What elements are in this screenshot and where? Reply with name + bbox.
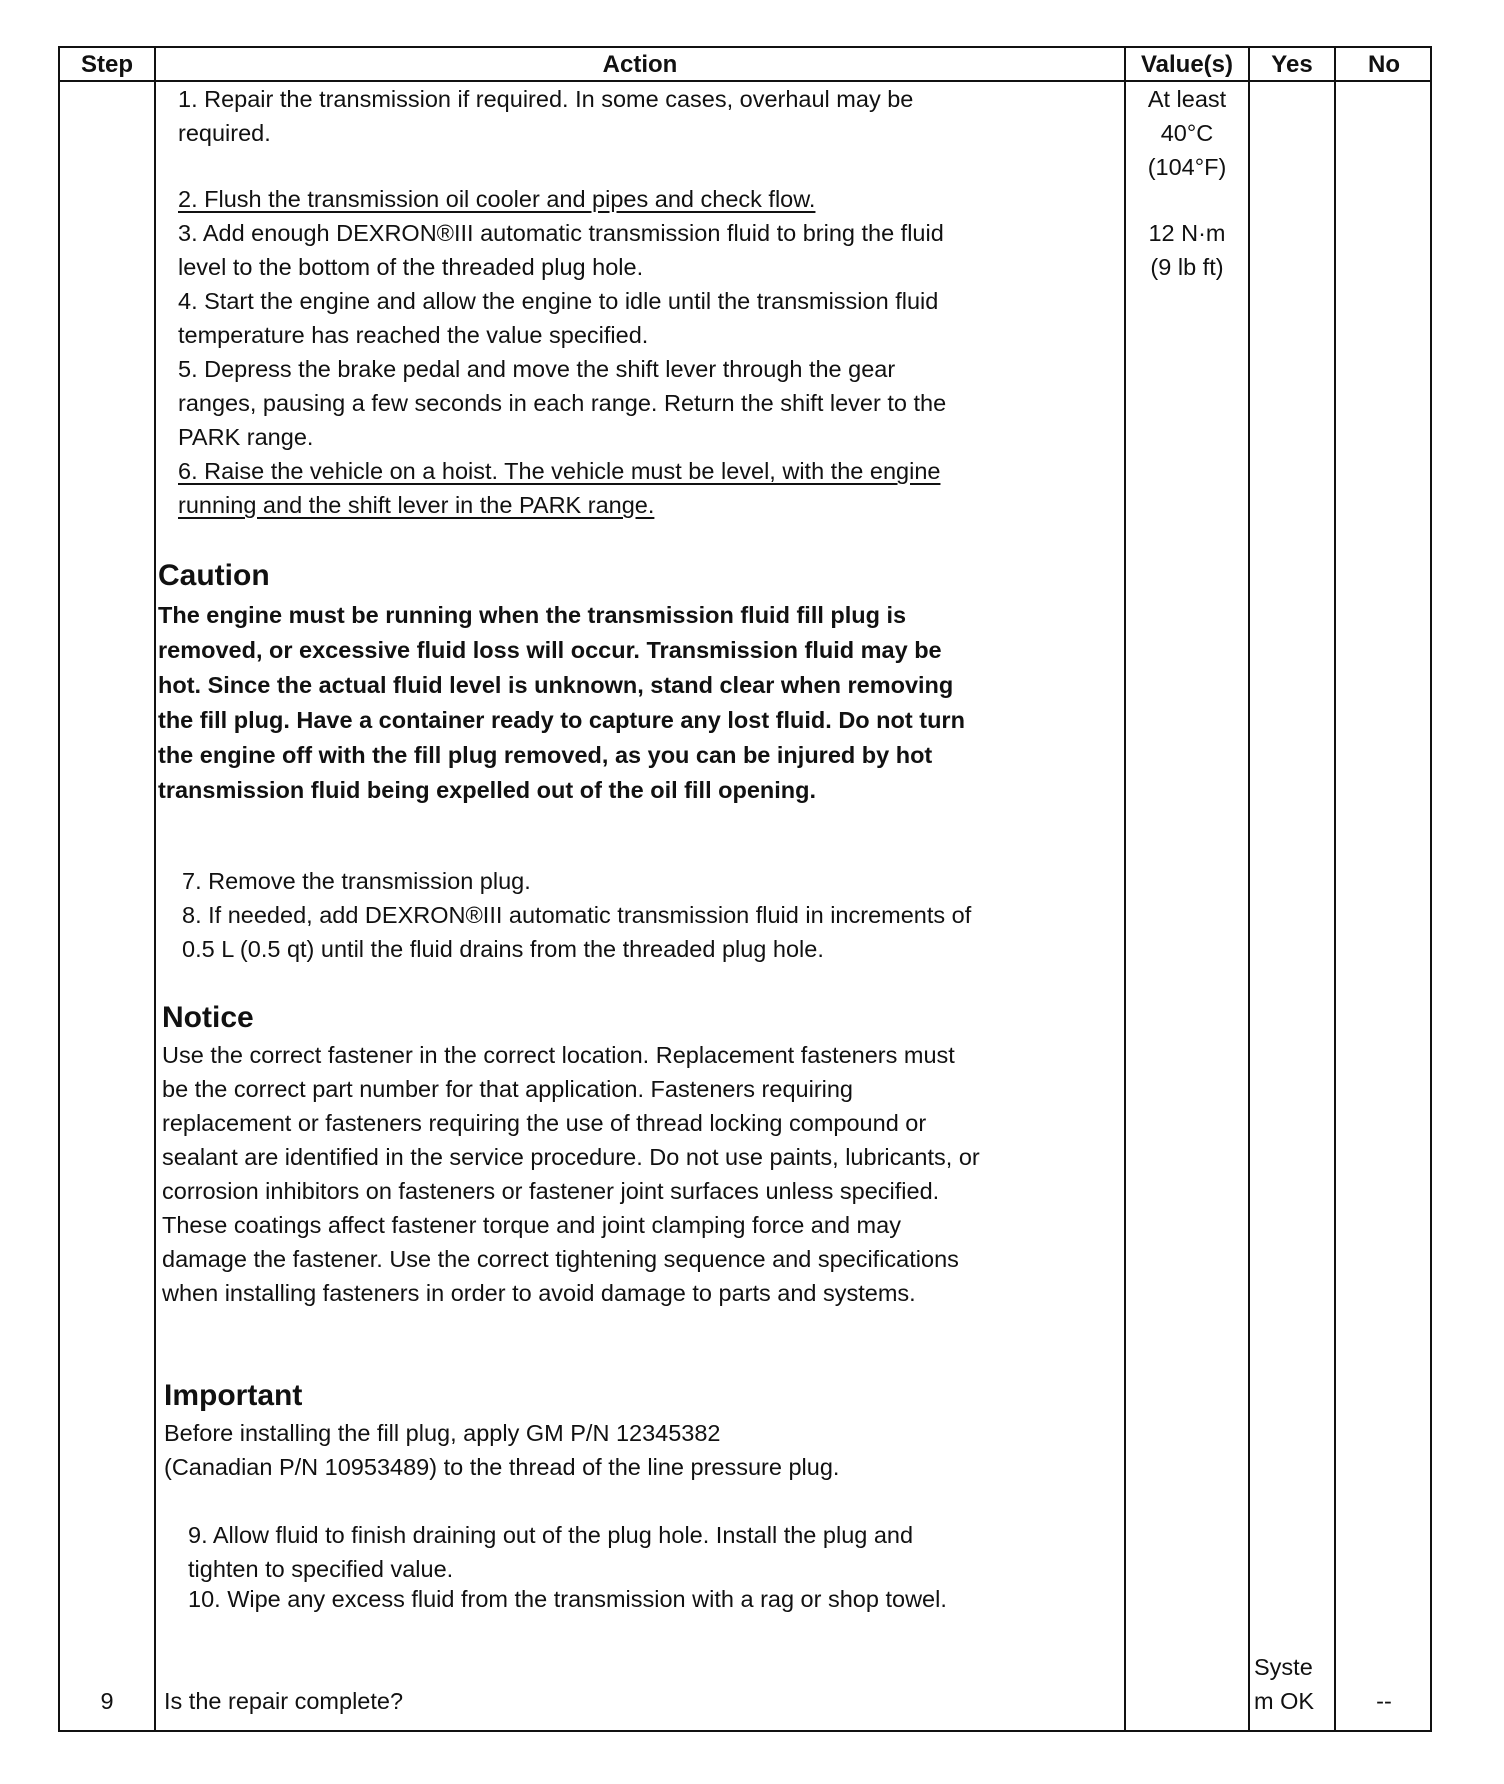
action-line: 5. Depress the brake pedal and move the shift lever through the gear — [178, 356, 896, 382]
notice-line: damage the fastener. Use the correct tightening sequence and specifications — [162, 1246, 959, 1272]
action-line: 0.5 L (0.5 qt) until the fluid drains from the threaded plug hole. — [182, 936, 824, 962]
notice-line: be the correct part number for that application. Fasteners requiring — [162, 1076, 854, 1102]
action-line: 4. Start the engine and allow the engine to idle until the transmission fluid — [178, 288, 939, 314]
header-yes: Yes — [1271, 51, 1313, 78]
yes-result-line2: m OK — [1254, 1688, 1315, 1714]
value-torque-line1: 12 N·m — [1148, 220, 1226, 246]
action-line: 8. If needed, add DEXRON®III automatic transmission fluid in increments of — [182, 902, 972, 928]
value-temp-line3: (104°F) — [1147, 154, 1227, 180]
diagnostic-table — [58, 46, 1432, 1732]
notice-line: Use the correct fastener in the correct location. Replacement fasteners must — [162, 1042, 955, 1068]
caution-line: The engine must be running when the transmission fluid fill plug is — [158, 602, 907, 628]
question-text: Is the repair complete? — [164, 1688, 404, 1714]
notice-line: sealant are identified in the service procedure. Do not use paints, lubricants, or — [162, 1144, 980, 1170]
action-line: required. — [178, 120, 271, 146]
caution-heading: Caution — [158, 559, 270, 592]
header-action: Action — [602, 51, 678, 78]
action-line: temperature has reached the value specified. — [178, 322, 649, 348]
column-divider-step — [154, 48, 156, 1730]
value-temp-line1: At least — [1147, 86, 1227, 112]
notice-heading: Notice — [162, 1001, 254, 1034]
header-no: No — [1368, 51, 1400, 78]
notice-line: replacement or fasteners requiring the use of thread locking compound or — [162, 1110, 927, 1136]
caution-line: the engine off with the fill plug removed, as you can be injured by hot — [158, 742, 933, 768]
caution-line: transmission fluid being expelled out of the oil fill opening. — [158, 777, 817, 803]
notice-line: corrosion inhibitors on fasteners or fastener joint surfaces unless specified. — [162, 1178, 940, 1204]
caution-line: the fill plug. Have a container ready to capture any lost fluid. Do not turn — [158, 707, 965, 733]
value-temp-line2: 40°C — [1160, 120, 1214, 146]
column-divider-values — [1248, 48, 1250, 1730]
action-line: ranges, pausing a few seconds in each range. Return the shift lever to the — [178, 390, 947, 416]
important-heading: Important — [164, 1379, 303, 1412]
action-line: 7. Remove the transmission plug. — [182, 868, 531, 894]
action-line: 6. Raise the vehicle on a hoist. The vehicle must be level, with the engine — [178, 458, 941, 484]
action-line: 10. Wipe any excess fluid from the transmission with a rag or shop towel. — [188, 1586, 947, 1612]
step-number: 9 — [100, 1688, 114, 1714]
no-result: -- — [1376, 1688, 1392, 1714]
column-divider-yes — [1334, 48, 1336, 1730]
important-line: (Canadian P/N 10953489) to the thread of the line pressure plug. — [164, 1454, 840, 1480]
action-line: running and the shift lever in the PARK range. — [178, 492, 655, 518]
action-line: PARK range. — [178, 424, 314, 450]
important-line: Before installing the fill plug, apply GM P/N 12345382 — [164, 1420, 721, 1446]
action-line: 1. Repair the transmission if required. In some cases, overhaul may be — [178, 86, 914, 112]
caution-line: removed, or excessive fluid loss will occur. Transmission fluid may be — [158, 637, 942, 663]
header-values: Value(s) — [1140, 51, 1234, 78]
action-line: 2. Flush the transmission oil cooler and pipes and check flow. — [178, 186, 816, 212]
column-divider-action — [1124, 48, 1126, 1730]
header-step: Step — [80, 51, 133, 78]
yes-result-line1: Syste — [1254, 1654, 1313, 1680]
value-torque-line2: (9 lb ft) — [1150, 254, 1224, 280]
action-line: tighten to specified value. — [188, 1556, 454, 1582]
action-line: 9. Allow fluid to finish draining out of the plug hole. Install the plug and — [188, 1522, 914, 1548]
action-line: 3. Add enough DEXRON®III automatic transmission fluid to bring the fluid — [178, 220, 944, 246]
notice-line: These coatings affect fastener torque and joint clamping force and may — [162, 1212, 901, 1238]
notice-line: when installing fasteners in order to avoid damage to parts and systems. — [162, 1280, 916, 1306]
caution-line: hot. Since the actual fluid level is unknown, stand clear when removing — [158, 672, 954, 698]
action-line: level to the bottom of the threaded plug hole. — [178, 254, 644, 280]
